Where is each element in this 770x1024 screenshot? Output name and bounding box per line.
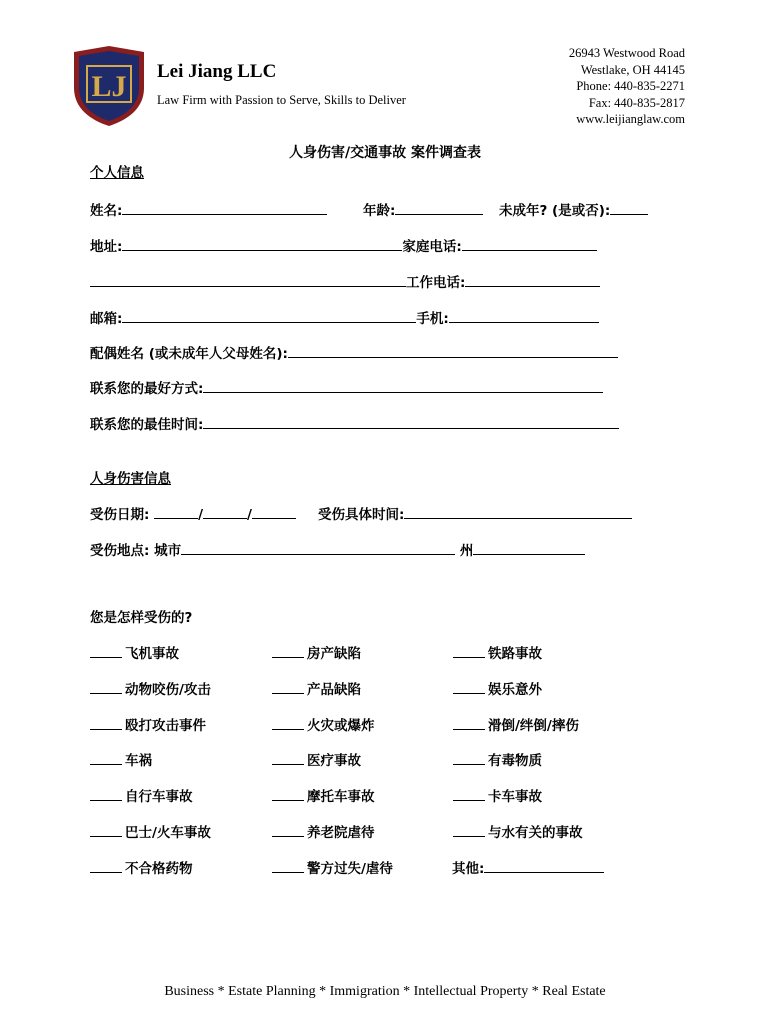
injury-location-label: 受伤地点: 城市 <box>90 543 182 559</box>
option-label: 不合格药物 <box>125 860 193 877</box>
option-label: 产品缺陷 <box>307 681 361 698</box>
option-check-blank[interactable] <box>272 872 304 873</box>
option-label: 动物咬伤/攻击 <box>125 681 211 698</box>
option-check-blank[interactable] <box>272 764 304 765</box>
option-check-blank[interactable] <box>453 657 485 658</box>
injury-date-label: 受伤日期: <box>90 507 150 523</box>
injury-option <box>272 749 361 769</box>
email-row <box>90 307 599 327</box>
injury-month-field[interactable] <box>154 517 198 519</box>
option-check-blank[interactable] <box>453 729 485 730</box>
option-check-blank[interactable] <box>90 764 122 765</box>
injury-option <box>453 785 542 805</box>
spouse-row <box>90 342 618 362</box>
age-row <box>363 199 483 219</box>
option-label: 殴打攻击事件 <box>125 717 206 734</box>
option-label: 有毒物质 <box>488 753 542 770</box>
spouse-label: 配偶姓名 (或未成年人父母姓名): <box>90 346 288 362</box>
injury-info-heading: 人身伤害信息 <box>90 471 171 487</box>
option-label: 摩托车事故 <box>307 789 375 806</box>
option-check-blank[interactable] <box>90 657 122 658</box>
fax: Fax: 440-835-2817 <box>588 95 685 110</box>
injury-time-field[interactable] <box>404 517 632 519</box>
mobile-field[interactable] <box>449 321 599 323</box>
email-field[interactable] <box>122 321 416 323</box>
injury-option <box>453 678 542 698</box>
option-label: 自行车事故 <box>125 789 193 806</box>
injury-option <box>272 857 393 877</box>
contact-method-row <box>90 377 603 397</box>
age-field[interactable] <box>395 213 483 215</box>
address-row <box>90 235 597 255</box>
injury-option <box>90 678 211 698</box>
other-label: 其他: <box>452 861 485 877</box>
option-check-blank[interactable] <box>272 800 304 801</box>
injury-option <box>90 749 152 769</box>
injury-option <box>90 714 206 734</box>
injury-option <box>272 785 375 805</box>
footer-services: Business * Estate Planning * Immigration * Intellectual Property * Real Estate <box>164 984 606 999</box>
date-slash: / <box>247 507 252 523</box>
injury-option <box>272 714 375 734</box>
option-check-blank[interactable] <box>453 693 485 694</box>
option-label: 火灾或爆炸 <box>307 717 375 734</box>
address-line-2: Westlake, OH 44145 <box>580 62 685 77</box>
injury-option <box>272 642 361 662</box>
option-label: 医疗事故 <box>307 753 361 770</box>
website[interactable]: www.leijianglaw.com <box>576 112 685 127</box>
option-check-blank[interactable] <box>90 872 122 873</box>
form-title: 人身伤害/交通事故 案件调查表 <box>289 145 481 161</box>
injury-option <box>453 642 542 662</box>
work-phone-label: 工作电话: <box>406 275 466 291</box>
option-check-blank[interactable] <box>90 800 122 801</box>
injury-year-field[interactable] <box>252 517 296 519</box>
injury-option <box>272 678 361 698</box>
contact-time-label: 联系您的最佳时间: <box>90 417 204 433</box>
option-label: 警方过失/虐待 <box>307 860 393 877</box>
option-label: 娱乐意外 <box>488 681 542 698</box>
mobile-label: 手机: <box>416 311 449 327</box>
option-label: 养老院虐待 <box>307 825 375 841</box>
option-label: 车祸 <box>125 753 152 770</box>
contact-time-field[interactable] <box>203 427 619 429</box>
personal-info-heading: 个人信息 <box>90 165 144 181</box>
option-check-blank[interactable] <box>453 836 485 837</box>
address-field[interactable] <box>122 249 402 251</box>
work-phone-row <box>90 271 600 291</box>
minor-row <box>499 199 648 219</box>
option-check-blank[interactable] <box>272 729 304 730</box>
firm-logo <box>70 44 148 128</box>
other-row <box>452 857 604 877</box>
option-check-blank[interactable] <box>90 693 122 694</box>
injury-date-row <box>90 503 296 523</box>
option-label: 滑倒/绊倒/摔伤 <box>488 717 579 734</box>
firm-tagline: Law Firm with Passion to Serve, Skills to Deliver <box>157 93 406 107</box>
phone: Phone: 440-835-2271 <box>576 79 685 94</box>
email-label: 邮箱: <box>90 311 123 327</box>
other-field[interactable] <box>484 871 604 873</box>
logo-letters: LJ <box>91 70 127 103</box>
option-check-blank[interactable] <box>90 836 122 837</box>
minor-label: 未成年? (是或否): <box>499 203 611 219</box>
name-field[interactable] <box>122 213 327 215</box>
option-label: 房产缺陷 <box>307 646 361 662</box>
injury-time-row <box>318 503 632 523</box>
date-slash: / <box>198 507 204 523</box>
option-check-blank[interactable] <box>453 800 485 801</box>
option-check-blank[interactable] <box>453 764 485 765</box>
how-injured-label: 您是怎样受伤的? <box>90 610 193 626</box>
injury-state-field[interactable] <box>473 553 585 555</box>
contact-method-label: 联系您的最好方式: <box>90 381 204 397</box>
option-check-blank[interactable] <box>272 693 304 694</box>
injury-option <box>90 642 179 662</box>
option-check-blank[interactable] <box>272 657 304 658</box>
injury-option <box>90 785 193 805</box>
address-line-1: 26943 Westwood Road <box>568 46 685 60</box>
option-label: 与水有关的事故 <box>488 825 583 841</box>
contact-time-row <box>90 413 619 433</box>
injury-option <box>90 821 211 841</box>
name-row <box>90 199 327 219</box>
address-label: 地址: <box>90 239 123 255</box>
spouse-field[interactable] <box>288 356 618 358</box>
option-check-blank[interactable] <box>272 836 304 837</box>
option-label: 巴士/火车事故 <box>125 825 211 841</box>
injury-day-field[interactable] <box>203 517 247 519</box>
contact-method-field[interactable] <box>203 391 603 393</box>
contact-block <box>569 45 685 128</box>
option-label: 飞机事故 <box>125 646 179 662</box>
injury-option <box>453 821 583 841</box>
injury-option <box>453 749 542 769</box>
minor-field[interactable] <box>610 213 648 215</box>
option-check-blank[interactable] <box>90 729 122 730</box>
injury-option <box>272 821 375 841</box>
home-phone-label: 家庭电话: <box>402 239 462 255</box>
injury-location-row <box>90 539 585 559</box>
work-phone-field[interactable] <box>465 285 600 287</box>
address-field-2[interactable] <box>90 285 406 287</box>
option-label: 铁路事故 <box>488 646 542 662</box>
option-label: 卡车事故 <box>488 789 542 806</box>
injury-state-label: 州 <box>459 543 474 559</box>
firm-name: Lei Jiang LLC <box>157 61 277 82</box>
name-label: 姓名: <box>90 203 123 219</box>
injury-time-label: 受伤具体时间: <box>318 507 405 523</box>
home-phone-field[interactable] <box>462 249 597 251</box>
age-label: 年龄: <box>363 203 396 219</box>
injury-option <box>453 714 579 734</box>
injury-city-field[interactable] <box>181 553 455 555</box>
injury-option <box>90 857 193 877</box>
